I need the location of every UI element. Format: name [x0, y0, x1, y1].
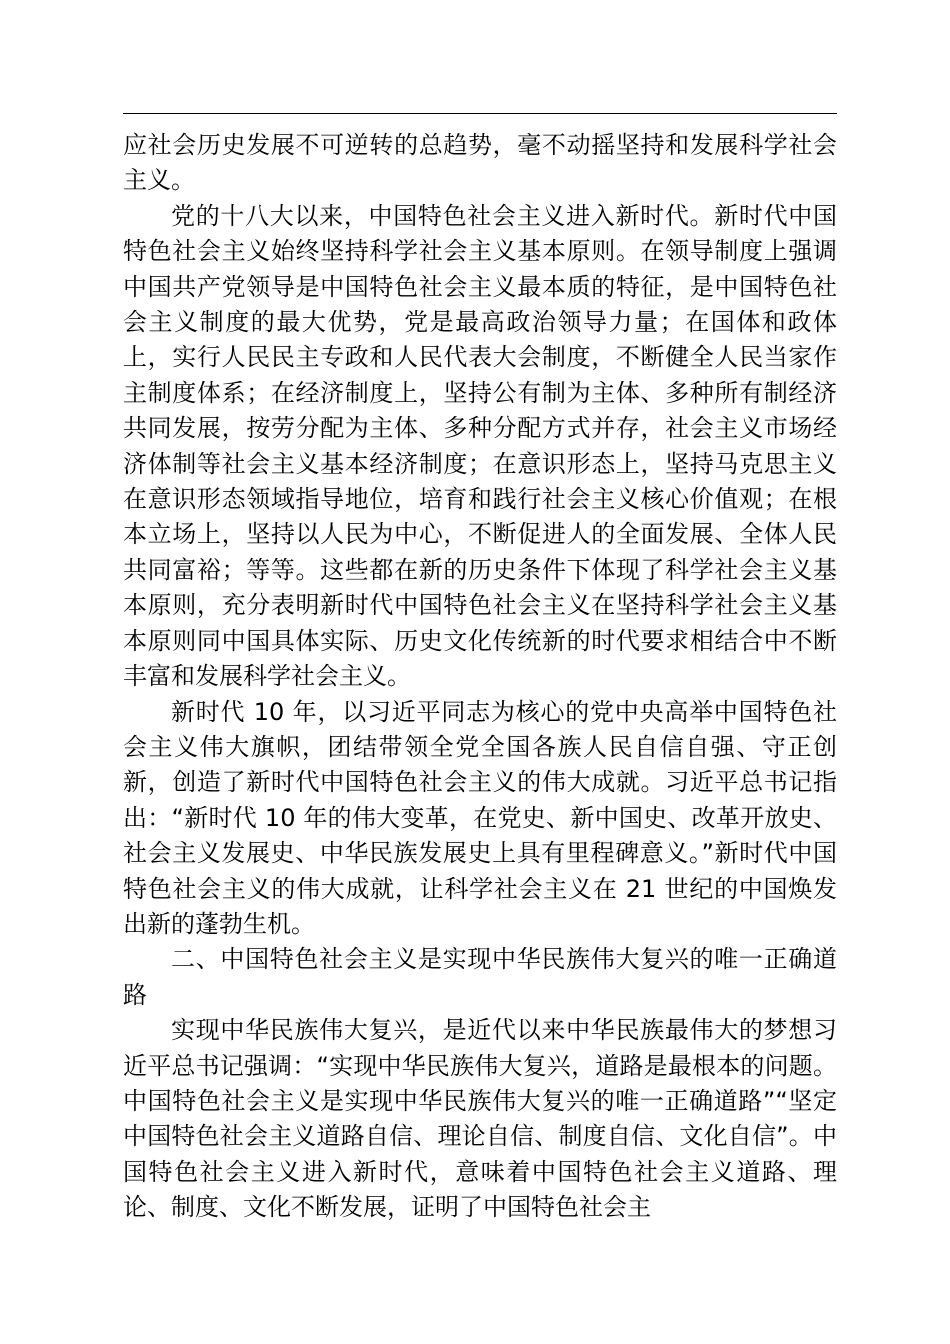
header-rule [123, 113, 837, 114]
section-heading-two: 二、中国特色社会主义是实现中华民族伟大复兴的唯一正确道路 [123, 945, 837, 1009]
document-body [123, 128, 837, 1226]
paragraph-rejuvenation-path: 实现中华民族伟大复兴，是近代以来中华民族最伟大的梦想习近平总书记强调：“实现中华民族伟大复兴，道路是最根本的问题。中国特色社会主义是实现中华民族伟大复兴的唯一正确道路”“坚定中国特色社会主义道路自信、理论自信、制度自信、文化自信”。中国特色社会主义进入新时代，意味着中国特色社会主义道路、理论、制度、文化不断发展，证明了中国特色社会主 [123, 1016, 837, 1222]
paragraph-continuation: 应社会历史发展不可逆转的总趋势，毫不动摇坚持和发展科学社会主义。 [123, 131, 837, 195]
paragraph-new-era-achievements: 新时代 10 年，以习近平同志为核心的党中央高举中国特色社会主义伟大旗帜，团结带领全党全国各族人民自信自强、守正创新，创造了新时代中国特色社会主义的伟大成就。习近平总书记指出：“新时代 10 年的伟大变革，在党史、新中国史、改革开放史、社会主义发展史、中华民族发展史上具有里程碑意义。”新时代中国特色社会主义的伟大成就，让科学社会主义在 21 世纪的中国焕发出新的蓬勃生机。 [123, 697, 837, 938]
paragraph-new-era-principles: 党的十八大以来，中国特色社会主义进入新时代。新时代中国特色社会主义始终坚持科学社会主义基本原则。在领导制度上强调中国共产党领导是中国特色社会主义最本质的特征，是中国特色社会主义制度的最大优势，党是最高政治领导力量；在国体和政体上，实行人民民主专政和人民代表大会制度，不断健全人民当家作主制度体系；在经济制度上，坚持公有制为主体、多种所有制经济共同发展，按劳分配为主体、多种分配方式并存，社会主义市场经济体制等社会主义基本经济制度；在意识形态上，坚持马克思主义在意识形态领域指导地位，培育和践行社会主义核心价值观；在根本立场上，坚持以人民为中心，不断促进人的全面发展、全体人民共同富裕；等等。这些都在新的历史条件下体现了科学社会主义基本原则，充分表明新时代中国特色社会主义在坚持科学社会主义基本原则同中国具体实际、历史文化传统新的时代要求相结合中不断丰富和发展科学社会主义。 [123, 201, 837, 691]
